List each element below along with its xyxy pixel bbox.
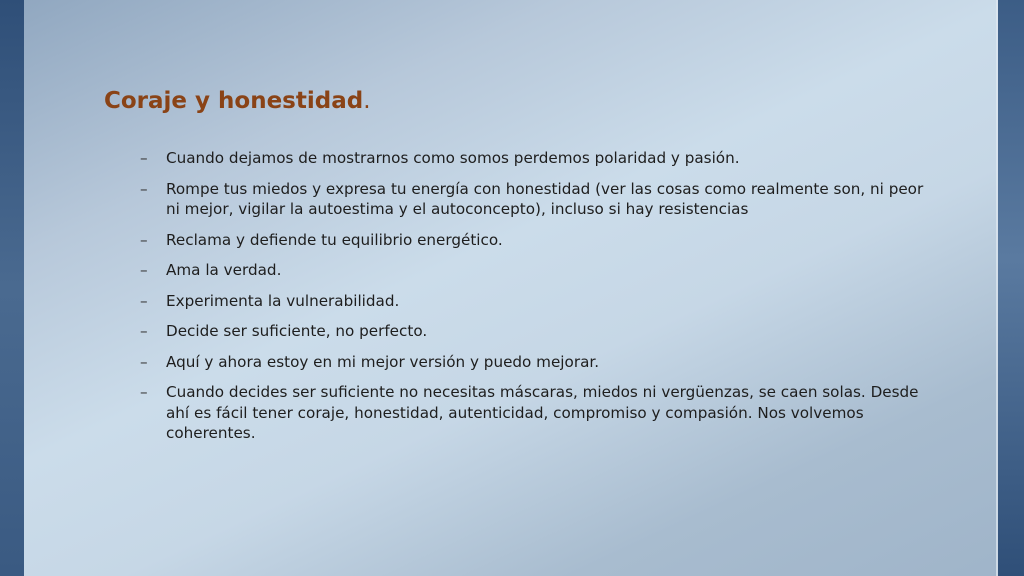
- bullet-dash: –: [140, 322, 148, 340]
- bullet-text: Reclama y defiende tu equilibrio energético.: [166, 230, 503, 249]
- bullet-text: Ama la verdad.: [166, 261, 282, 279]
- bullet-text: Aquí y ahora estoy en mi mejor versión y puedo mejorar.: [166, 352, 600, 371]
- bullet-dash: –: [140, 179, 148, 198]
- list-item: [140, 382, 940, 444]
- list-item: [140, 260, 940, 281]
- list-item: [140, 352, 940, 373]
- bullet-dash: –: [140, 261, 148, 279]
- list-item: [140, 230, 940, 251]
- list-item: [140, 148, 940, 169]
- bullet-text: Cuando decides ser suficiente no necesitas máscaras, miedos ni vergüenzas, se caen solas. Desde ahí es fácil tener coraje, honestidad, autenticidad, compromiso y compasión. Nos volvemos coherentes.: [166, 383, 919, 442]
- list-item: [140, 179, 940, 220]
- bullet-dash: –: [140, 383, 148, 401]
- bullet-dash: –: [140, 230, 148, 249]
- left-accent-bar: [0, 0, 24, 576]
- bullet-text: Cuando dejamos de mostrarnos como somos perdemos polaridad y pasión.: [166, 149, 740, 167]
- list-item: [140, 321, 940, 342]
- right-accent-bar: [998, 0, 1024, 576]
- slide-title: [104, 88, 371, 114]
- bullet-dash: –: [140, 149, 148, 167]
- bullet-text: Experimenta la vulnerabilidad.: [166, 291, 400, 310]
- list-item: [140, 291, 940, 312]
- bullet-list: [140, 148, 940, 454]
- slide-title-suffix: .: [363, 88, 371, 114]
- bullet-dash: –: [140, 291, 148, 310]
- bullet-text: Rompe tus miedos y expresa tu energía con honestidad (ver las cosas como realmente son, ni peor ni mejor, vigilar la autoestima y el autoconcepto), incluso si hay resistencias: [166, 179, 924, 218]
- bullet-dash: –: [140, 352, 148, 371]
- slide-title-text: Coraje y honestidad: [104, 88, 364, 114]
- bullet-text: Decide ser suficiente, no perfecto.: [166, 322, 428, 340]
